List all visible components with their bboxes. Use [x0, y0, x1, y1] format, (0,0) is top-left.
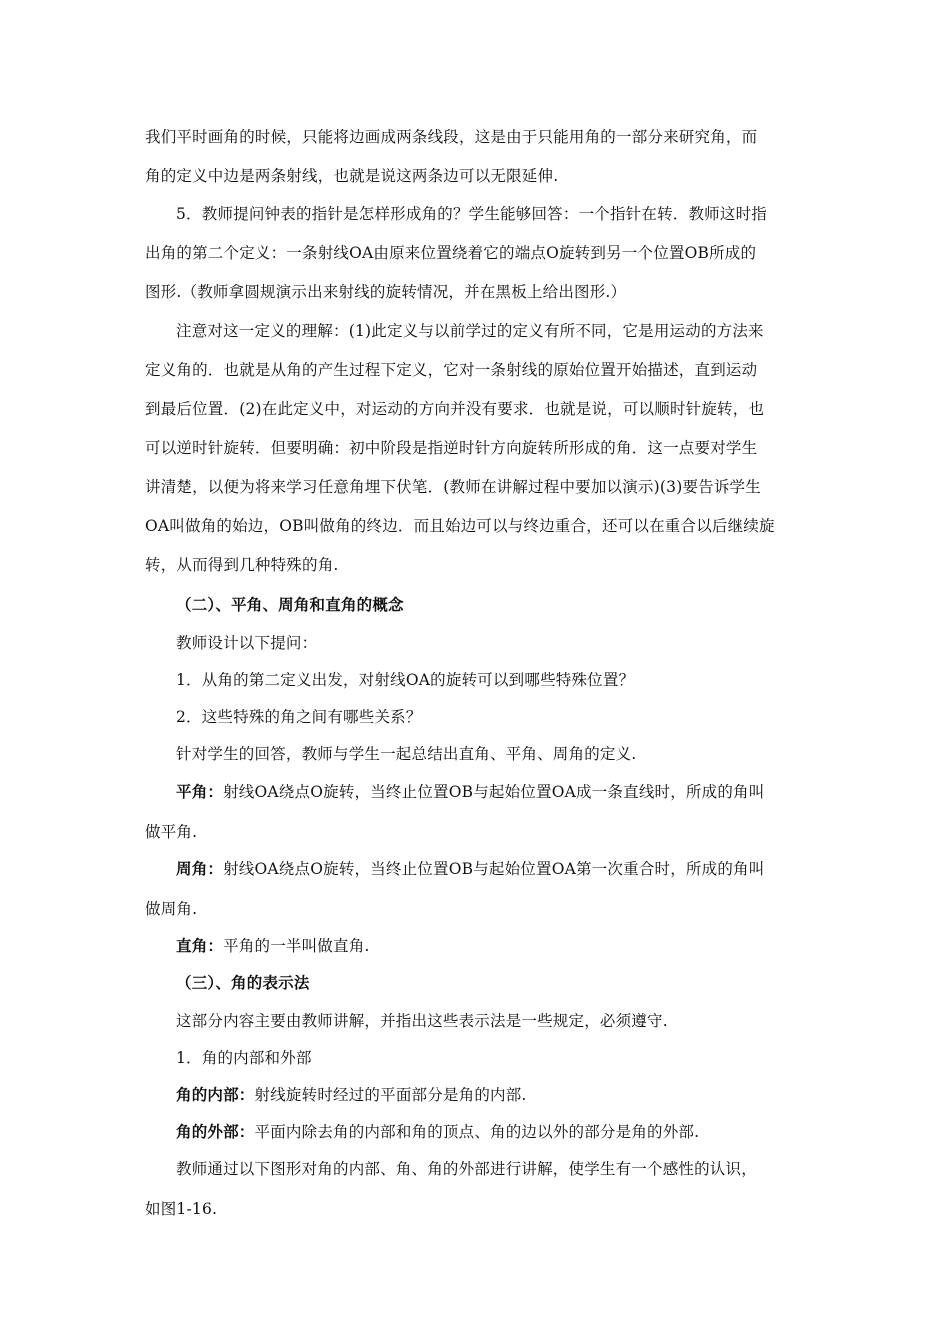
definition-exterior: [176, 1122, 809, 1142]
paragraph-line: 转，从而得到几种特殊的角.: [145, 556, 339, 574]
term-label: 角的内部：: [176, 1085, 255, 1104]
definition-full-angle: [176, 859, 809, 879]
paragraph-line: 1．角的内部和外部: [176, 1049, 312, 1067]
definition-right-angle: [176, 936, 809, 956]
section-heading: （二）、平角、周角和直角的概念: [176, 595, 404, 614]
section-heading: （三）、角的表示法: [176, 973, 310, 992]
definition-interior: [176, 1085, 809, 1105]
paragraph-line: 定义角的．也就是从角的产生过程下定义，它对一条射线的原始位置开始描述，直到运动: [145, 361, 758, 379]
paragraph-line: 图形.（教师拿圆规演示出来射线的旋转情况，并在黑板上给出图形.）: [145, 283, 627, 301]
paragraph-line: 做周角.: [145, 900, 198, 918]
paragraph-line: 出角的第二个定义：一条射线OA由原来位置绕着它的端点O旋转到另一个位置OB所成的: [145, 244, 757, 262]
paragraph-line: 这部分内容主要由教师讲解，并指出这些表示法是一些规定，必须遵守.: [176, 1012, 668, 1030]
paragraph-line: 教师通过以下图形对角的内部、角、角的外部进行讲解，使学生有一个感性的认识，: [176, 1160, 757, 1178]
paragraph-line: 2．这些特殊的角之间有哪些关系？: [176, 708, 422, 726]
term-label: 平角：: [176, 782, 224, 801]
definition-flat-angle: [176, 782, 809, 802]
paragraph-line: 可以逆时针旋转．但要明确：初中阶段是指逆时针方向旋转所形成的角．这一点要对学生: [145, 439, 758, 457]
paragraph-line: 做平角.: [145, 823, 198, 841]
definition-text: 平面内除去角的内部和角的顶点、角的边以外的部分是角的外部.: [254, 1123, 700, 1141]
paragraph-line: 我们平时画角的时候，只能将边画成两条线段，这是由于只能用角的一部分来研究角，而: [145, 128, 758, 146]
paragraph-line: 注意对这一定义的理解：(1)此定义与以前学过的定义有所不同，它是用运动的方法来: [176, 322, 764, 340]
paragraph-line: OA叫做角的始边，OB叫做角的终边．而且始边可以与终边重合，还可以在重合以后继续旋: [145, 517, 775, 535]
definition-text: 射线OA绕点O旋转，当终止位置OB与起始位置OA成一条直线时，所成的角叫: [223, 783, 765, 801]
definition-text: 射线OA绕点O旋转，当终止位置OB与起始位置OA第一次重合时，所成的角叫: [223, 860, 765, 878]
paragraph-line: 1．从角的第二定义出发，对射线OA的旋转可以到哪些特殊位置？: [176, 671, 635, 689]
term-label: 直角：: [176, 936, 224, 955]
paragraph-line: 讲清楚，以便为将来学习任意角埋下伏笔．(教师在讲解过程中要加以演示)(3)要告诉学生: [145, 478, 761, 496]
paragraph-line: 到最后位置．(2)在此定义中，对运动的方向并没有要求．也就是说，可以顺时针旋转，也: [145, 400, 765, 418]
paragraph-line: 如图1-16.: [145, 1200, 218, 1218]
paragraph-line: 教师设计以下提问：: [176, 634, 318, 652]
definition-text: 射线旋转时经过的平面部分是角的内部.: [254, 1086, 527, 1104]
paragraph-line: 角的定义中边是两条射线，也就是说这两条边可以无限延伸.: [145, 167, 559, 185]
definition-text: 平角的一半叫做直角.: [223, 937, 370, 955]
term-label: 周角：: [176, 859, 224, 878]
paragraph-line: 针对学生的回答，教师与学生一起总结出直角、平角、周角的定义.: [176, 745, 637, 763]
term-label: 角的外部：: [176, 1122, 255, 1141]
paragraph-line: 5．教师提问钟表的指针是怎样形成角的？学生能够回答：一个指针在转．教师这时指: [176, 205, 767, 223]
